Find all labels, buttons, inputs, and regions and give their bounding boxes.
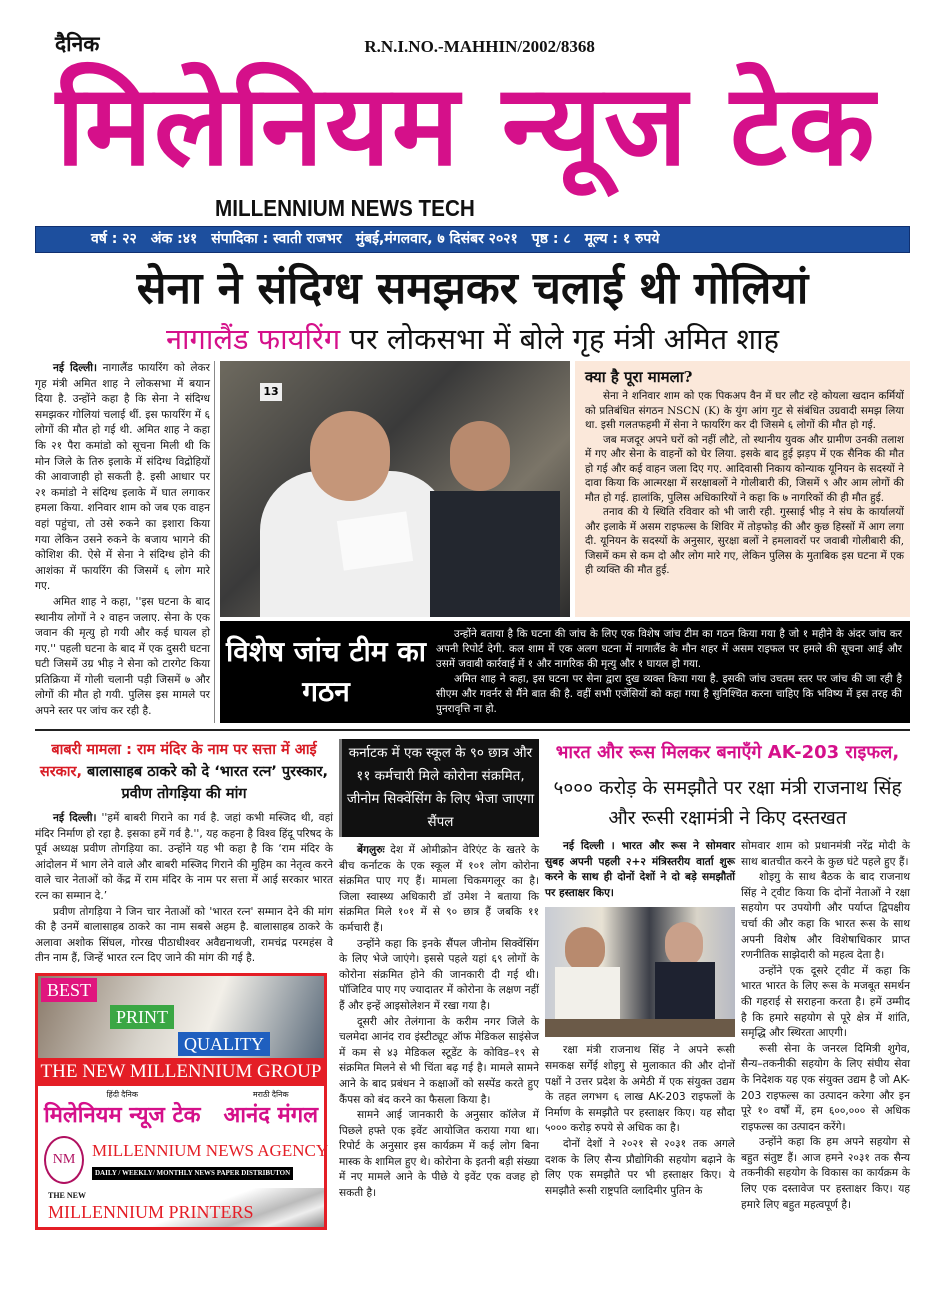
year: वर्ष : २२ — [91, 231, 137, 247]
paragraph: ''हमें बाबरी गिराने का गर्व है. जहां कभी मस्जिद थी, वहां मंदिर निर्माण हो रहा है. इसका हमें गर्व है.'', यह कहना है विश्व हिंदू परिषद के पूर्व अध्यक्ष प्रवीण तोगड़िया का. उन्होंने यह भी कहा है कि ‘राम मंदिर के आंदोलन में भाग लेने वाले और बाबरी मस्जिद गिराने की मुहिम का नेतृत्व करने वाले चार नेताओं को केंद्र में राम मंदिर के नाम पर सत्ता में आई सरकार भारत रत्न का सम्मान दे.’ — [35, 812, 334, 902]
shoigu-face — [665, 922, 703, 967]
dateline: नई दिल्ली । — [563, 840, 615, 852]
paper1-logo: मिलेनियम न्यूज टेक — [44, 1102, 201, 1128]
probe-title: विशेष जांच टीम का गठन — [226, 635, 426, 708]
masthead — [35, 28, 910, 222]
lead-headline: सेना ने संदिग्ध समझकर चलाई थी गोलियां — [136, 263, 809, 314]
ad-papers-row — [38, 1086, 324, 1132]
issue: अंक :४१ — [150, 231, 198, 247]
section-divider — [35, 729, 910, 731]
lower-section — [35, 739, 910, 1230]
paragraph: उन्होंने बताया है कि घटना की जांच के लिए एक विशेष जांच टीम का गठन किया गया है जो १ महीने के अंदर जांच कर अपनी रिपोर्ट देगी. कल शाम में एक अलग घटना में नागालैंड के मौन शहर में असम राइफल पर हमले की सूचना आई और उसमें जवाबी कार्रवाई में १ और नागरिक की मृत्यु और १ घायल हो गया. — [436, 628, 902, 670]
headline-red: बाबरी मामला : राम मंदिर के नाम पर सत्ता में आई सरकार, — [39, 742, 317, 780]
person-face — [450, 421, 510, 491]
paragraph: सामने आई जानकारी के अनुसार कॉलेज में पिछले हफ्ते एक इवेंट आयोजित कराया गया था। रिपोर्ट के अनुसार इस कार्यक्रम में कई लोग बिना मास्क के शामिल हुए थे। कोरोना के इतनी बड़ी संख्या में नए मामले आने के पीछे ये इवेंट एक वजह हो सकती है। — [339, 1109, 539, 1200]
paragraph: नागालैंड फायरिंग को लेकर गृह मंत्री अमित शाह ने लोकसभा में बयान दिया है. उन्होंने कहा है कि सेना ने संदिग्ध समझकर गोलियां चलाई थीं. इस फायरिंग में ६ लोगों की मौत हो गई थी. अमित शाह ने कहा कि २१ पैरा कमांडो को सूचना मिली थी कि मोन जिले के तिरु इलाके में संदिग्ध विद्रोहियों की आवाजाही हो सकती है. इसी आधार पर २१ कमांडो ने संदिग्ध इलाके में घात लगाकर हमला किया. शनिवार शाम को जब एक वाहन वहां पहुंचा, तो उसे रुकने का इशारा किया गया लेकिन उसने रुकने के बजाय भागने की कोशिश की. ऐसे में सेना ने संदिग्ध होने की आशंका में फायरिंग की जिसमें ६ लोग मारे गए. — [35, 362, 210, 593]
ad-agency-row — [38, 1132, 329, 1188]
paragraph: रक्षा मंत्री राजनाथ सिंह ने अपने रूसी समकक्ष सर्गेई शोइगु से मुलाकात की और दोनों पक्षों ने उत्तर प्रदेश के अमेठी में एक संयुक्त उद्यम के तहत लगभग ६ लाख AK-203 राइफलों के निर्माण के समझौते पर हस्ताक्षर किए। यह सौदा ५००० करोड़ रुपये से अधिक का है। — [545, 1044, 735, 1135]
print-label: PRINT — [110, 1005, 174, 1029]
daily-label: दैनिक — [55, 32, 100, 56]
dateline: नई दिल्ली। — [53, 812, 97, 824]
paragraph: देश में ओमीक्रोन वेरिएंट के खतरे के बीच कर्नाटक के एक स्कूल में १०१ लोग कोरोना संक्रमित पाए गए हैं। मामला चिकमगलूर का है। जिला स्वास्थ्य अधिकारी डॉ उमेश ने बताया कि संक्रमित मिले १०१ में से ९० छात्र हैं जबकि ११ कर्मचारी हैं। — [339, 844, 539, 934]
paper-sheet — [337, 511, 413, 570]
rifle-left-column — [545, 839, 735, 1213]
rifle-body-right — [741, 839, 910, 1213]
newspaper-title: मिलेनियम न्यूज टेक — [56, 61, 877, 191]
quality-label: QUALITY — [178, 1032, 270, 1056]
dateline: नई दिल्ली। — [53, 362, 98, 374]
paper2-block — [224, 1089, 319, 1132]
babri-article-body — [35, 811, 333, 967]
printers-prefix: THE NEW — [48, 1190, 87, 1200]
babri-column — [35, 739, 333, 1230]
paper1-block — [44, 1089, 200, 1132]
karnataka-column — [339, 739, 539, 1230]
agency-block — [92, 1140, 328, 1180]
subheadline-rest: पर लोकसभा में बोले गृह मंत्री अमित शाह — [340, 322, 780, 356]
best-label: BEST — [41, 978, 97, 1002]
lead-subheadline — [35, 319, 910, 359]
paragraph: अमित शाह ने कहा, इस घटना पर सेना द्वारा दुख व्यक्त किया गया है. इसकी जांच उचतम स्तर पर जांच की जा रही है सीएम और गवर्नर से मैंने बात की है. वहीं सभी एजेंसियों को कहा गया है सुनिश्चित करना चाहिए कि भविष्य में इस तरह की पुनरावृत्ति ना हो. — [436, 673, 902, 715]
lead-section — [35, 361, 910, 723]
rajnath-face — [565, 927, 605, 972]
person-figure — [430, 491, 560, 617]
printers-block — [38, 1188, 324, 1227]
box-title: क्या है पूरा मामला? — [585, 368, 693, 386]
printing-press-image — [38, 976, 324, 1058]
karnataka-headline: कर्नाटक में एक स्कूल के ९० छात्र और ११ कर्मचारी मिले कोरोना संक्रमित, जीनोम सिक्वेंसिंग के लिए भेजा जाएगा सैंपल — [339, 739, 539, 837]
paragraph: प्रवीण तोगड़िया ने जिन चार नेताओं को 'भारत रत्न' सम्मान देने की मांग की है उनमें बालासाहब ठाकरे का नाम सबसे अहम है. बालासाहब ठाकरे के अलावा अशोक सिंघल, गोरख पीठाधीश्वर अवैद्यनाथजी, रामचंद्र परमहंस वे तीन नाम हैं, जिन्हें भारत रत्न दिए जाने की मांग की गई है. — [35, 905, 333, 965]
agency-tagline: DAILY / WEEKLY/ MONTHLY NEWS PAPER DISTRIBUTON — [92, 1167, 293, 1180]
paragraph: रूसी सेना के जनरल दिमित्री शुगेव, सैन्य–तकनीकी सहयोग के लिए संघीय सेवा के निदेशक यह एक संयुक्त उद्यम है जो AK-203 राइफल्स का उत्पादन करेगा और इन पूरे १० वर्षों में, हम ६००,००० से अधिक राइफल्स का उत्पादन करेंगे। — [741, 1042, 910, 1133]
karnataka-article-body — [339, 843, 539, 1202]
price: मूल्य : १ रुपये — [584, 231, 660, 247]
paragraph: तनाव की ये स्थिति रविवार को भी जारी रही. गुस्साई भीड़ ने संघ के कार्यालयों और इलाके में असम राइफल्स के शिविर में तोड़फोड़ की और कुछ हिस्सों में आग लगा दी. यूनियन के सदस्यों के अनुसार, सुरक्षा बलों ने हमलावरों पर जवाबी गोलीबारी की, जिसमें कम से कम दो और लोग मारे गए, लेकिन पुलिस के मुताबिक इस घटना में एक ही व्यक्ति की मौत हुई. — [585, 506, 904, 576]
lead-right-area — [215, 361, 910, 723]
signing-photo — [545, 907, 735, 1037]
shoigu-figure — [655, 962, 715, 1022]
rifle-lead — [545, 839, 735, 901]
paragraph: सोमवार शाम को प्रधानमंत्री नरेंद्र मोदी के साथ बातचीत करने के कुछ घंटे पहले हुए हैं। — [741, 840, 910, 868]
paragraph: शोइगु के साथ बैठक के बाद राजनाथ सिंह ने ट्वीट किया कि दोनों नेताओं ने रक्षा सहयोग पर उपयोगी और पर्याप्त द्विपक्षीय चर्चा की और कहा कि भारत रूस के साथ अपनी विशेष और विशेषाधिकार प्राप्त रणनीतिक साझेदारी को महत्व देता है। — [741, 871, 910, 962]
probe-body — [436, 627, 902, 717]
paragraph: उन्होंने कहा कि हम अपने सहयोग से बहुत संतुष्ट हैं। आज हमने २०३१ तक सैन्य तकनीकी सहयोग के विकास का कार्यक्रम के लिए एक दस्तावेज पर हस्ताक्षर किए। यह हमारे लिए बहुत महत्वपूर्ण है। — [741, 1136, 910, 1211]
group-name: THE NEW MILLENNIUM GROUP — [38, 1058, 324, 1086]
paper2-logo: आनंद मंगल — [223, 1102, 318, 1128]
speaker-face — [310, 411, 390, 501]
nm-logo: NM — [44, 1136, 84, 1184]
editor: संपादिका : स्वाती राजभर — [211, 231, 342, 247]
millennium-group-ad — [35, 973, 327, 1230]
paragraph: उन्होंने कहा कि इनके सैंपल जीनोम सिक्वेंसिंग के लिए भेजे जाएंगे। इससे पहले यहां ६९ लोगों के कोरोना संक्रमित होने की जानकारी दी गई थी। पॉजिटिव पाए गए ज्यादातर में कोरोना के लक्षण नहीं हैं और इन्हें आइसोलेशन में रखा गया है। — [339, 937, 539, 1012]
paragraph: दोनों देशों ने २०२१ से २०३१ तक अगले दशक के लिए सैन्य प्रौद्योगिकी सहयोग बढ़ाने के लिए एक समझौते पर भी हस्ताक्षर किए। ये समझौते रूसी राष्ट्रपति व्लादिमीर पुतिन के — [545, 1137, 735, 1197]
table — [545, 1019, 735, 1037]
issue-info-bar — [35, 226, 910, 253]
rifle-body-left — [545, 1043, 735, 1199]
rifle-columns — [545, 839, 910, 1213]
background-box — [575, 361, 910, 617]
agency-name: MILLENNIUM NEWS AGENCY — [92, 1140, 329, 1160]
probe-box — [220, 621, 910, 723]
seat-number-badge: 13 — [260, 383, 282, 401]
pages: पृष्ठ : ८ — [531, 231, 571, 247]
headline-black: बालासाहब ठाकरे को दे ‘भारत रत्न’ पुरस्कार, प्रवीण तोगड़िया की मांग — [82, 764, 329, 802]
lead-article-body — [35, 361, 215, 723]
rni-number: R.N.I.NO.-MAHHIN/2002/8368 — [364, 37, 595, 56]
printers-name: MILLENNIUM PRINTERS — [48, 1201, 254, 1222]
place-date: मुंबई,मंगलवार, ७ दिसंबर २०२१ — [355, 231, 518, 247]
rifle-headline: भारत और रूस मिलकर बनाएँगे AK-203 राइफल, — [555, 742, 900, 763]
rajnath-figure — [555, 967, 620, 1022]
hindi-daily-label: हिंदी दैनिक — [106, 1089, 139, 1099]
subheadline-highlight: नागालैंड फायरिंग — [165, 322, 341, 356]
paragraph: उन्होंने एक दूसरे ट्वीट में कहा कि भारत भारत के लिए रूस के मजबूत समर्थन की गहराई से सराहना करता है। हमें उम्मीद है कि हमारे सहयोग से पूरे क्षेत्र में शांति, समृद्धि और स्थिरता आएगी। — [741, 964, 910, 1040]
newspaper-title-english: MILLENNIUM NEWS TECH — [215, 195, 475, 221]
paragraph: अमित शाह ने कहा, ''इस घटना के बाद स्थानीय लोगों ने २ वाहन जलाए. सेना के एक जवान की मृत्यु हो गयी और कई घायल हो गए.'' पहली घटना के बाद में एक दुसरी घटना घटी जिसमें उग्र भीड़ ने सेना को टारगेट किया प्रतिक्रिया में गोली चलानी पड़ी जिसमें ७ और लोगों की मौत हो गयी. पुलिस इस मामले पर अपने स्तर पर जांच कर रही है. — [35, 595, 210, 718]
paragraph: जब मजदूर अपने घरों को नहीं लौटे, तो स्थानीय युवक और ग्रामीण उनकी तलाश में गए और सेना के वाहनों को घेर लिया. इसके बाद हुई झड़प में एक सैनिक की मौत हो गई और कई वाहन जला दिए गए. आदिवासी निकाय कोन्याक यूनियन के सदस्यों ने दावा किया कि आत्मरक्षा में सरक्षाबलों ने गोलीबारी की, जिसमें ९ और आम लोगों की मौत हो गई. हालांकि, पुलिस अधिकारियों ने कहा कि ७ नागरिकों की ही मौत हुई. — [585, 433, 904, 504]
photo-and-box — [220, 361, 910, 617]
paragraph: दूसरी ओर तेलंगाना के करीम नगर जिले के चलमेदा आनंद राव इंस्टीट्यूट ऑफ मेडिकल साइंसेज में कम से ४३ मेडिकल स्टूडेंट के कोविड–१९ से संक्रमित मिलने से भी चिंता बढ़ गई है। मामले सामने आने के बाद प्रबंधन ने कक्षाओं को सस्पेंड करते हुए कैंपस को बंद करने का फैसला किया है। — [339, 1015, 539, 1106]
marathi-daily-label: मराठी दैनिक — [252, 1089, 289, 1099]
dateline: बेंगलुरुः — [357, 844, 385, 856]
paragraph: सेना ने शनिवार शाम को एक पिकअप वैन में घर लौट रहे कोयला खदान कर्मियों को प्रतिबंधित संगठन NSCN (K) के युंग आंग गुट से संबंधित उग्रवादी समझ लिया था. इसी गलतफहमी में सेना ने फायरिंग कर दी जिसमे ६ लोगों की मौत हो गई. — [585, 390, 904, 431]
babri-headline — [35, 739, 333, 805]
lok-sabha-photo — [220, 361, 570, 617]
rifle-subheadline: ५००० करोड़ के समझौते पर रक्षा मंत्री राजनाथ सिंह और रूसी रक्षामंत्री ने किए दस्तखत — [553, 777, 902, 829]
paragraph: भारत और रूस ने सोमवार सुबह अपनी पहली २+२ मंत्रिस्तरीय वार्ता शुरू करने के साथ ही दोनों देशों ने दो बड़े समझौतों पर हस्ताक्षर किए। — [545, 840, 736, 899]
rifle-column — [545, 739, 910, 1230]
masthead-top-row — [35, 28, 910, 58]
